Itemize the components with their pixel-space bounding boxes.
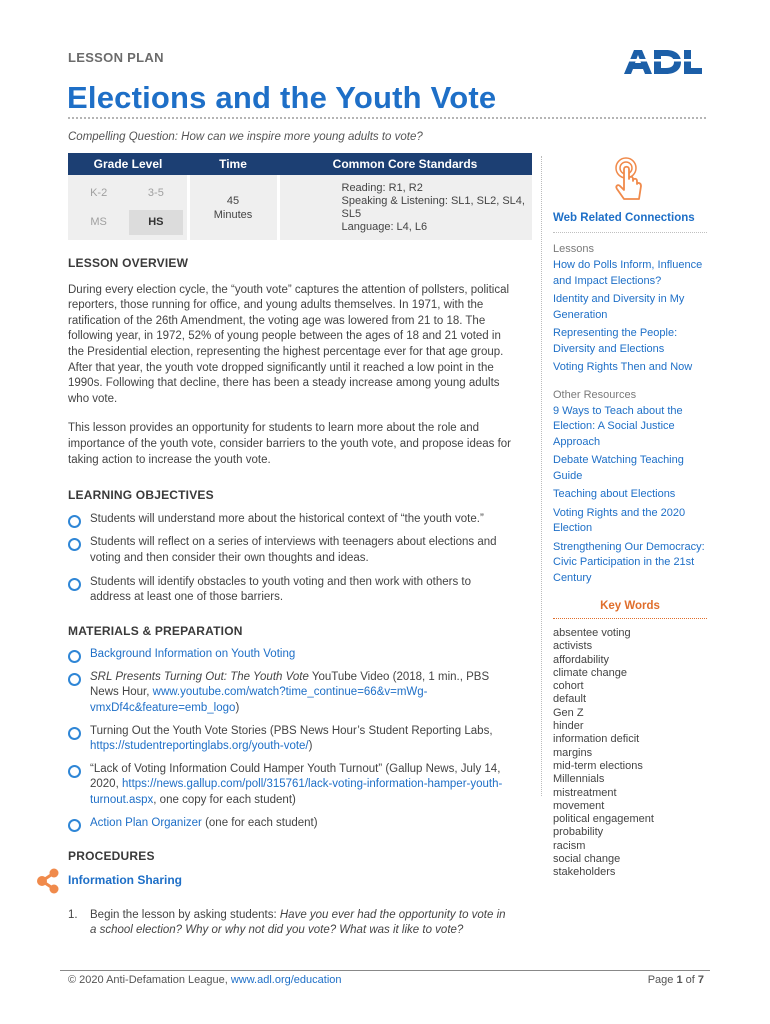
material-item: SRL Presents Turning Out: The Youth Vote YouTube Video (2018, 1 min., PBS News Hour, www.youtube.com/watch?time_continue=66&v=mWg-vmxDf4c&feature=emb_logo) (68, 670, 514, 717)
action-plan-organizer-link[interactable]: Action Plan Organizer (90, 816, 202, 829)
grade-ms: MS (90, 216, 107, 228)
keyword: mid-term elections (553, 759, 643, 772)
other-resources-heading: Other Resources (553, 388, 637, 401)
overview-paragraph-2: This lesson provides an opportunity for students to learn more about the role and importance of the youth vote, consider barriers to the youth vote, and propose ideas for taking action to increase the youth vote. (68, 422, 512, 466)
touch-icon (609, 156, 649, 206)
sidebar-divider (553, 232, 707, 233)
compelling-question: Compelling Question: How can we inspire more young adults to vote? (68, 131, 423, 143)
keyword: stakeholders (553, 866, 616, 879)
material-item (68, 647, 514, 663)
resource-link[interactable]: Strengthening Our Democracy: Civic Participation in the 21st Century (553, 540, 705, 584)
background-info-link[interactable]: Background Information on Youth Voting (90, 648, 296, 661)
footer-copyright: © 2020 Anti-Defamation League, www.adl.org/education (68, 974, 342, 986)
grade-k2: K-2 (90, 187, 108, 199)
lesson-link[interactable]: Voting Rights Then and Now (553, 361, 693, 373)
objectives-heading: LEARNING OBJECTIVES (68, 488, 214, 503)
youtube-link[interactable]: www.youtube.com/watch?time_continue=66&v=mWg-vmxDf4c&feature=emb_logo (90, 686, 428, 715)
time-cell (188, 175, 278, 240)
standards-cell (278, 175, 532, 240)
objective-item: Students will reflect on a series of interviews with teenagers about elections and voting and then consider their own thoughts and ideas. (68, 535, 514, 566)
keyword: probability (553, 826, 604, 839)
standard-reading: Reading: R1, R2 (341, 181, 423, 194)
materials-heading: MATERIALS & PREPARATION (68, 623, 243, 638)
information-sharing-title: Information Sharing (68, 873, 182, 887)
keyword: Millennials (553, 773, 605, 786)
grade-hs: HS (129, 210, 182, 235)
standard-language: Language: L4, L6 (341, 220, 428, 233)
grade-level-header: Grade Level (68, 153, 188, 175)
adl-education-link[interactable]: www.adl.org/education (230, 974, 342, 986)
page-title: Elections and the Youth Vote (67, 80, 497, 115)
material-item: Action Plan Organizer (one for each student) (68, 816, 514, 832)
standard-speaking: Speaking & Listening: SL1, SL2, SL4, SL5 (341, 194, 525, 220)
materials-list (68, 647, 514, 831)
keyword: racism (553, 839, 586, 852)
resource-link[interactable]: 9 Ways to Teach about the Election: A Social Justice Approach (553, 404, 683, 448)
procedures-heading: PROCEDURES (68, 849, 155, 864)
adl-logo (620, 44, 706, 80)
common-core-header: Common Core Standards (278, 153, 532, 175)
share-icon (36, 868, 60, 894)
resource-link[interactable]: Voting Rights and the 2020 Election (553, 506, 686, 534)
overview-heading: LESSON OVERVIEW (68, 256, 189, 270)
material-item: Turning Out the Youth Vote Stories (PBS News Hour’s Student Reporting Labs, https://studentreportinglabs.org/youth-vote/) (68, 724, 514, 755)
lesson-link[interactable]: How do Polls Inform, Influence and Impact Elections? (553, 259, 703, 287)
time-value: 45 (226, 194, 240, 207)
grade-level-cell (68, 175, 188, 240)
keyword: absentee voting (553, 627, 631, 639)
objective-item: Students will identify obstacles to youth voting and then work with others to address at least one of those barriers. (68, 575, 514, 606)
keyword: Gen Z (553, 706, 584, 719)
objective-item: Students will understand more about the historical context of “the youth vote.” (68, 512, 514, 528)
footer-divider (60, 970, 710, 971)
keyword: default (553, 693, 587, 706)
keyword: political engagement (553, 813, 654, 826)
keyword: movement (553, 799, 605, 812)
overview-paragraph-1: During every election cycle, the “youth vote” captures the attention of pollsters, political reporters, those running for office, and young adults themselves. In 1971, with the ratification of the 26th Amendment, the voting age was lowered from 21 to 18. The following year, in 1972, 52% of young people between the ages of 18 and 21 voted in the Presidential election, representing the highest percentage ever for that age group. After that year, the youth vote dropped significantly until it reached a low point in the 1990s. Following that decline, there has been a steady increase among young adults who vote. (68, 283, 510, 405)
resource-link[interactable]: Debate Watching Teaching Guide (553, 454, 684, 482)
resource-link[interactable]: Teaching about Elections (553, 488, 676, 500)
keyword: margins (553, 746, 593, 759)
key-words-divider (553, 618, 707, 619)
page-number: Page 1 of 7 (647, 974, 704, 986)
lesson-link[interactable]: Identity and Diversity in My Generation (553, 293, 685, 321)
main-column (68, 256, 514, 939)
column-divider (541, 156, 542, 796)
step-question: Have you ever had the opportunity to vote in a school election? Why or why not did you vote? What was it like to vote? (90, 908, 506, 937)
key-words-title: Key Words (600, 600, 660, 612)
procedure-step-1: 1. Begin the lesson by asking students: Have you ever had the opportunity to vote in a school election? Why or why not did you vote? What was it like to vote? (68, 908, 506, 937)
information-sharing-section (36, 868, 182, 894)
keyword: hinder (553, 720, 584, 733)
title-divider (68, 117, 706, 119)
standards-table (68, 153, 532, 240)
web-connections-title: Web Related Connections (553, 212, 695, 224)
keyword: mistreatment (553, 786, 617, 799)
time-unit: Minutes (213, 208, 253, 221)
keyword: social change (553, 853, 621, 866)
lesson-link[interactable]: Representing the People: Diversity and Elections (553, 327, 678, 355)
time-header: Time (188, 153, 278, 175)
step-number: 1. (68, 908, 78, 921)
material-item: “Lack of Voting Information Could Hamper Youth Turnout” (Gallup News, July 14, 2020, https://news.gallup.com/poll/315761/lack-voting-information-hamper-youth-turnout.aspx, one copy for each student) (68, 762, 514, 809)
keyword: activists (553, 640, 593, 653)
objectives-list (68, 512, 514, 606)
gallup-link[interactable]: https://news.gallup.com/poll/315761/lack-voting-information-hamper-youth-turnout.aspx (90, 778, 503, 807)
keyword: cohort (553, 680, 584, 693)
keyword: information deficit (553, 733, 640, 746)
student-reporting-labs-link[interactable]: https://studentreportinglabs.org/youth-vote/ (90, 740, 309, 753)
lessons-heading: Lessons (553, 243, 594, 255)
grade-3-5: 3-5 (147, 187, 164, 199)
lesson-plan-kicker: LESSON PLAN (68, 50, 164, 65)
video-title: SRL Presents Turning Out: The Youth Vote (90, 670, 309, 683)
sidebar (553, 156, 707, 880)
keyword: climate change (553, 666, 627, 679)
keyword: affordability (553, 653, 610, 666)
key-words-list (553, 627, 707, 880)
